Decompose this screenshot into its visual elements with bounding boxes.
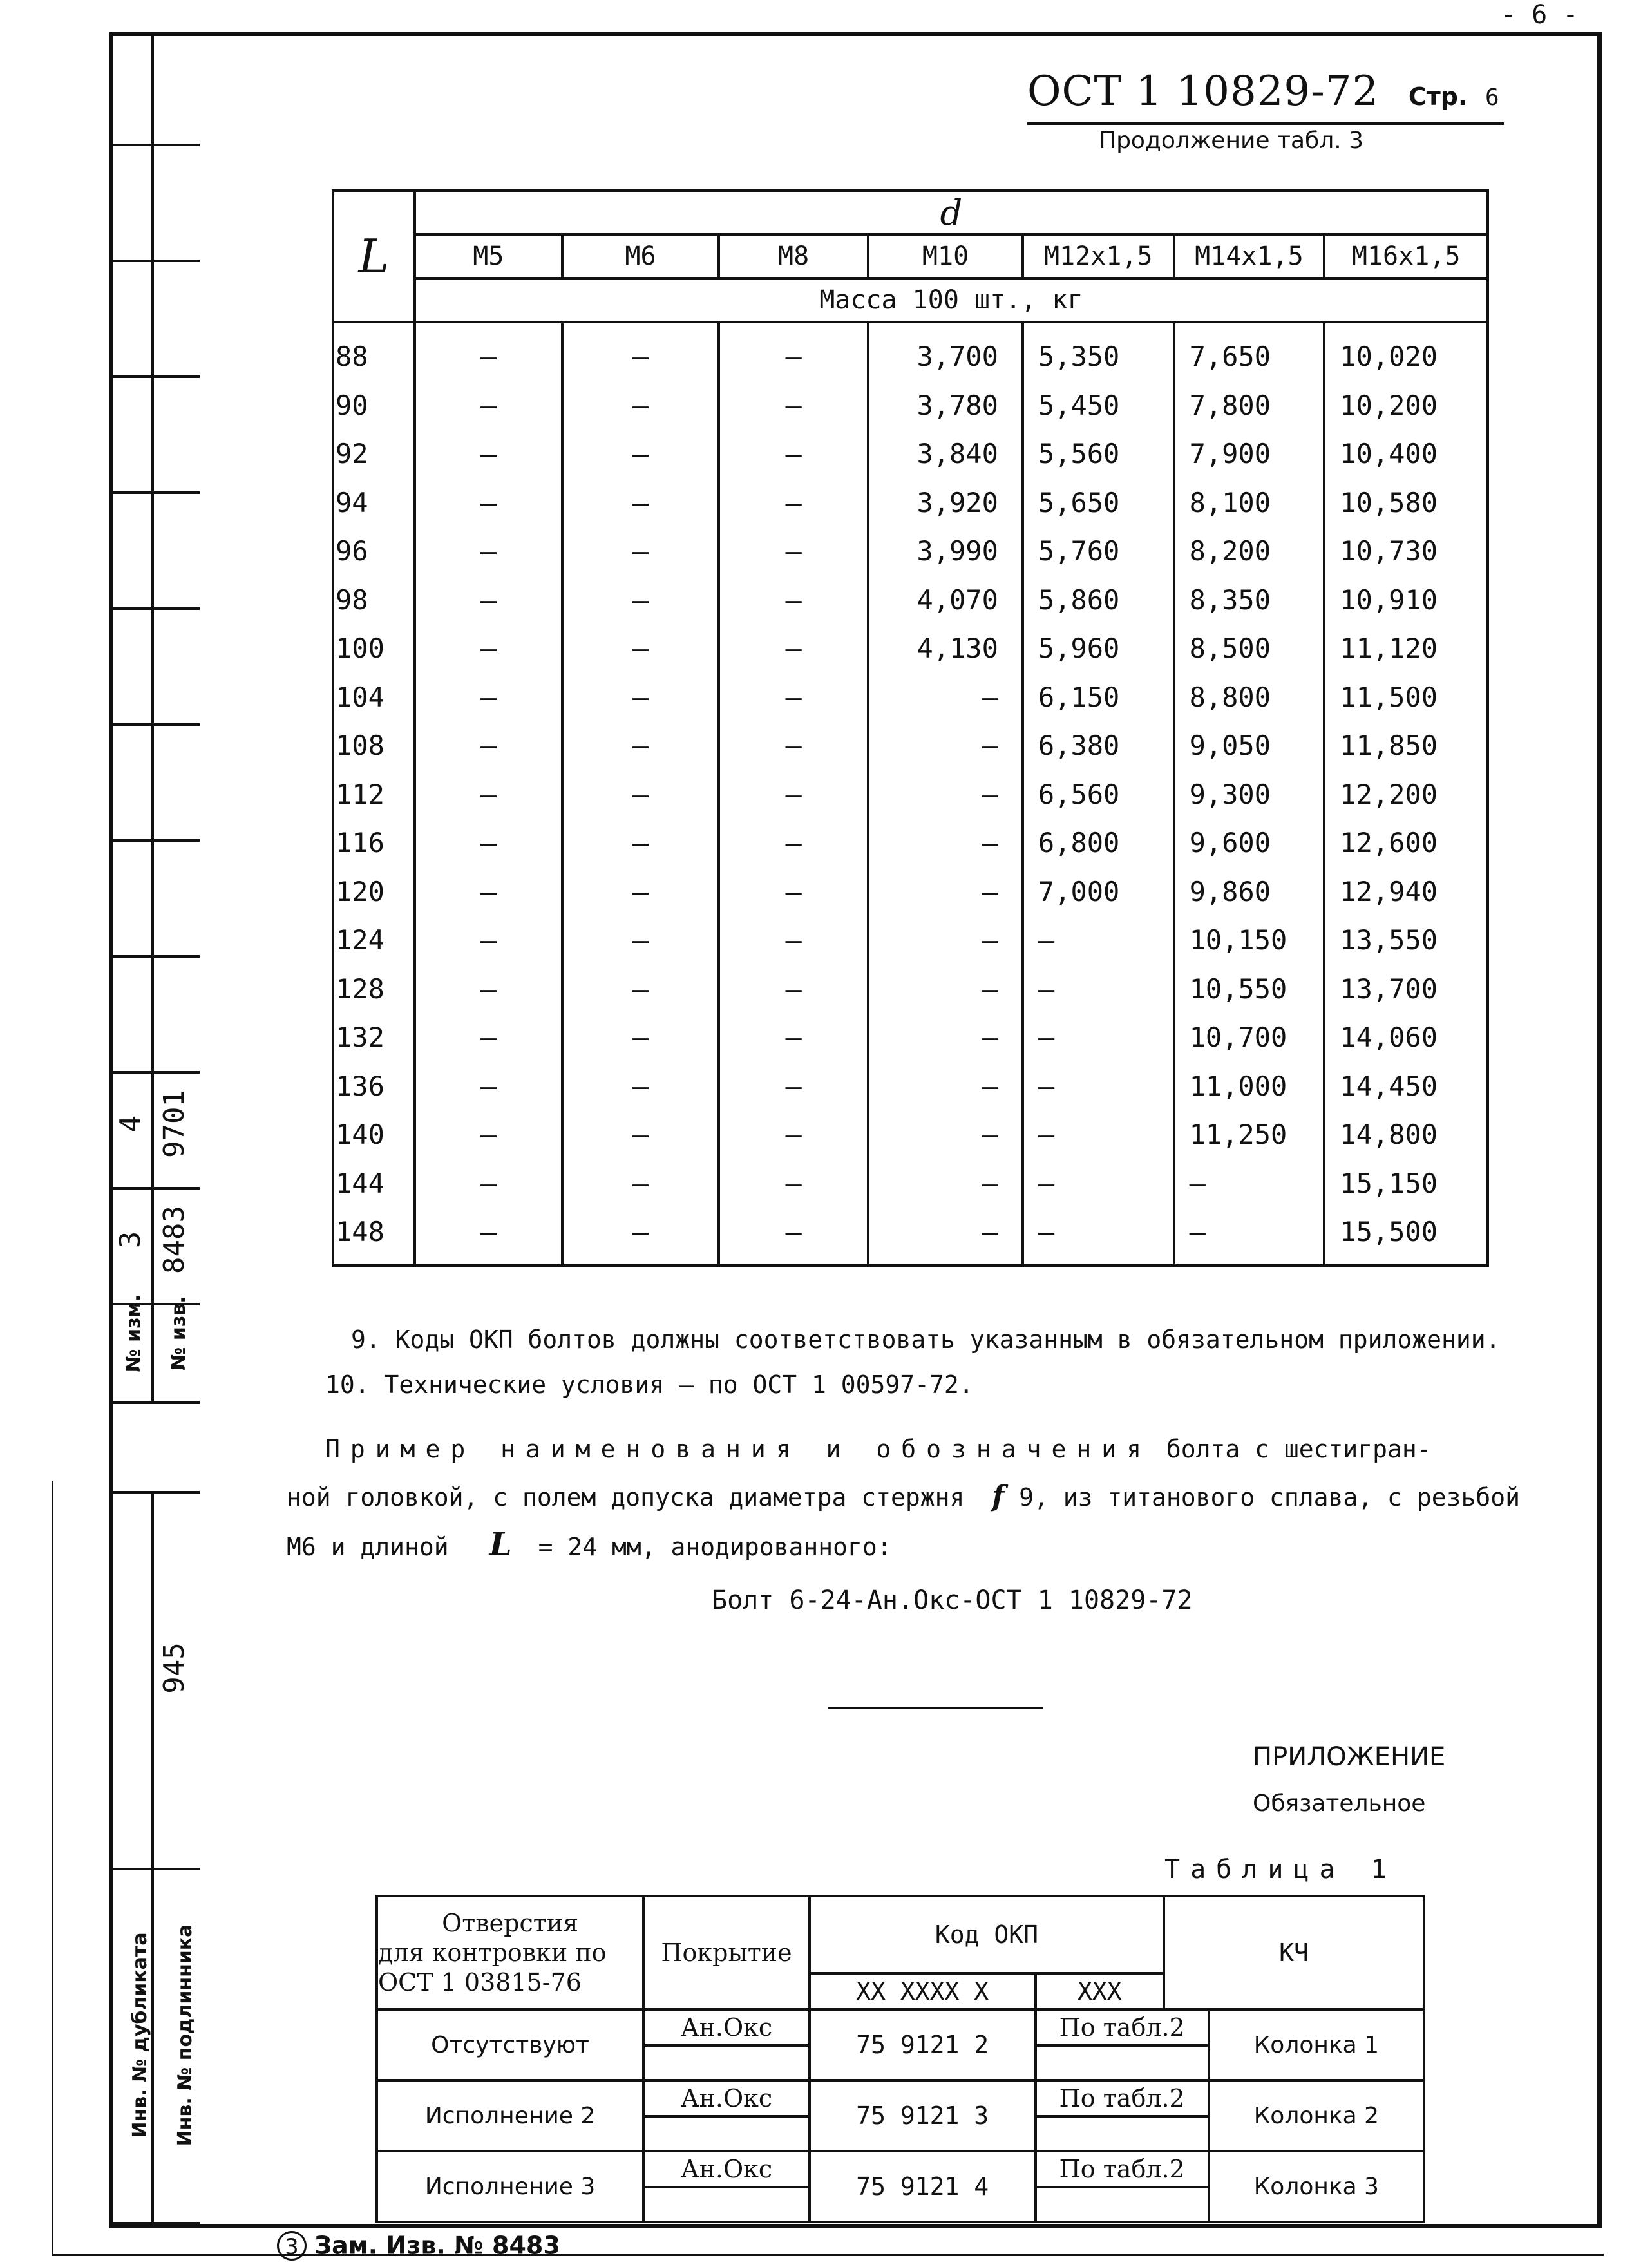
table-cell: 11,500 [1340, 681, 1438, 713]
size-header: M5 [415, 234, 562, 278]
table-cell: 11,850 [1340, 730, 1438, 761]
table-cell: – [632, 924, 649, 956]
original-inv-value: 945 [158, 1642, 191, 1694]
table-cell: – [982, 778, 998, 810]
table-cell: – [785, 583, 802, 616]
table-cell: 15,150 [1340, 1167, 1438, 1199]
table-1-label: Таблица 1 [1164, 1855, 1397, 1884]
okp-header: Код ОКП [810, 1896, 1164, 1973]
table-cell: – [632, 972, 649, 1005]
table-cell: 13,550 [1340, 924, 1438, 956]
table-cell: – [480, 341, 497, 372]
table-cell: – [480, 681, 497, 713]
table-cell: – [785, 972, 802, 1005]
table-cell: 3,700 [916, 341, 998, 372]
table-cell: 11,000 [1189, 1070, 1287, 1102]
table-cell: 7,900 [1189, 438, 1271, 470]
table-cell: 10,200 [1340, 389, 1438, 421]
coating-value: Ан.Окс [645, 2152, 808, 2188]
table-cell: – [982, 681, 998, 713]
table-cell: 7,800 [1189, 389, 1271, 421]
col-M5-values [416, 332, 561, 1257]
page-value: 6 [1485, 84, 1499, 111]
table-cell: 6,150 [1038, 681, 1120, 713]
holes-header-line: Отверстия [442, 1909, 579, 1937]
holes-header [377, 1896, 643, 2009]
table-cell: – [785, 632, 802, 664]
example-text: 9, из титанового сплава, с резьбой [1019, 1483, 1520, 1512]
table-cell: 6,560 [1038, 778, 1120, 810]
table-cell: – [785, 1070, 802, 1102]
size-header: M8 [719, 234, 868, 278]
table-cell: 10,400 [1340, 438, 1438, 470]
table-cell: – [480, 535, 497, 567]
table-cell: 9,860 [1189, 875, 1271, 907]
rev-4: 4 [114, 1115, 147, 1133]
table-cell: 8,100 [1189, 486, 1271, 518]
table-cell: – [480, 438, 497, 470]
table-cell: 128 [336, 972, 385, 1005]
table-cell: 148 [336, 1216, 385, 1247]
holes-cell: Исполнение 2 [377, 2080, 643, 2151]
table-cell: – [1038, 1167, 1055, 1199]
size-header: M16x1,5 [1324, 234, 1488, 278]
table-cell: – [632, 341, 649, 372]
col-M16-values [1325, 332, 1486, 1257]
table-cell: – [982, 1216, 998, 1247]
ref-cell [1036, 2080, 1209, 2151]
tolerance-symbol: f [992, 1480, 1005, 1513]
coating-value: Ан.Окс [645, 2011, 808, 2047]
table-cell: 13,700 [1340, 972, 1438, 1005]
table-cell: – [982, 924, 998, 956]
coating-cell [643, 2080, 810, 2151]
table-cell: – [632, 1119, 649, 1150]
rev-3: 3 [114, 1231, 147, 1249]
table-cell: – [632, 389, 649, 421]
table-cell: – [632, 681, 649, 713]
table-cell: – [785, 1021, 802, 1053]
col-M12-values [1024, 332, 1173, 1257]
kch-cell: Колонка 2 [1209, 2080, 1424, 2151]
table-cell: 12,940 [1340, 875, 1438, 907]
coating-cell [643, 2009, 810, 2080]
col-d-header: d [415, 191, 1488, 234]
table-cell: – [1038, 1216, 1055, 1247]
table-cell: 88 [336, 341, 368, 372]
table-cell: 14,800 [1340, 1119, 1438, 1150]
table-cell: – [480, 1167, 497, 1199]
example-line-2 [287, 1480, 1520, 1513]
ref-value: По табл.2 [1037, 2082, 1208, 2118]
table-cell: – [785, 1167, 802, 1199]
revision-circle-icon: 3 [277, 2231, 307, 2261]
table-cell: 7,000 [1038, 875, 1120, 907]
table-cell: 98 [336, 583, 368, 616]
code-cell: 75 9121 3 [810, 2080, 1036, 2151]
table-cell: 10,020 [1340, 341, 1438, 372]
duplicate-inv-label: Инв. № дубликата [129, 1932, 151, 2138]
mass-table [332, 189, 1489, 1267]
table-cell: 5,860 [1038, 583, 1120, 616]
table-cell: – [982, 1021, 998, 1053]
table-cell: 10,550 [1189, 972, 1287, 1005]
table-cell: – [785, 1216, 802, 1247]
footer-text: Зам. Изв. № 8483 [314, 2231, 560, 2260]
holes-cell: Отсутствуют [377, 2009, 643, 2080]
table-cell: – [982, 875, 998, 907]
designation-example: Болт 6-24-Ан.Окс-ОСТ 1 10829-72 [712, 1586, 1193, 1615]
table-cell: – [632, 583, 649, 616]
table-cell: 3,840 [916, 438, 998, 470]
table-cell: 4,130 [916, 632, 998, 664]
table-cell: – [982, 1119, 998, 1150]
table-cell: 94 [336, 486, 368, 518]
table-cell: – [632, 827, 649, 858]
table-cell: 140 [336, 1119, 385, 1150]
table-cell: 100 [336, 632, 385, 664]
table-cell: 9,050 [1189, 730, 1271, 761]
table-cell: 9,600 [1189, 827, 1271, 858]
length-symbol: L [489, 1525, 512, 1563]
table-cell: 12,200 [1340, 778, 1438, 810]
table-cell: – [785, 730, 802, 761]
holes-header-line: ОСТ 1 03815-76 [378, 1968, 582, 1997]
table-cell: – [1038, 1119, 1055, 1150]
table-cell: 3,990 [916, 535, 998, 567]
table-cell: – [480, 827, 497, 858]
example-line-1 [325, 1435, 1432, 1463]
appendix-subtitle: Обязательное [1253, 1790, 1426, 1817]
table-cell: 116 [336, 827, 385, 858]
table-cell: 144 [336, 1167, 385, 1199]
kch-cell: Колонка 1 [1209, 2009, 1424, 2080]
table-cell: – [480, 972, 497, 1005]
table-cell: 5,960 [1038, 632, 1120, 664]
table-cell: 3,780 [916, 389, 998, 421]
example-rest: болта с шестигран- [1166, 1435, 1432, 1463]
table-cell: – [480, 924, 497, 956]
table-cell: – [785, 875, 802, 907]
table-cell: 10,700 [1189, 1021, 1287, 1053]
okp-format-1: ХХ ХХХХ Х [810, 1973, 1036, 2009]
table-cell: 3,920 [916, 486, 998, 518]
table-cell: – [785, 924, 802, 956]
table-cell: – [1038, 924, 1055, 956]
table-cell: 108 [336, 730, 385, 761]
table-cell: 5,560 [1038, 438, 1120, 470]
outer-border-left [52, 1481, 53, 2254]
table-cell: 5,350 [1038, 341, 1120, 372]
table-cell: – [982, 1167, 998, 1199]
table-cell: – [1189, 1167, 1206, 1199]
table-cell: 4,070 [916, 583, 998, 616]
table-cell: – [632, 1216, 649, 1247]
table-cell: 11,120 [1340, 632, 1438, 664]
table-cell: – [785, 341, 802, 372]
table-cell: – [632, 875, 649, 907]
notice-8483: 8483 [158, 1206, 191, 1274]
table-cell: – [1038, 972, 1055, 1005]
col-M10-values [869, 332, 1021, 1257]
table-cell: 15,500 [1340, 1216, 1438, 1247]
table-cell: 5,450 [1038, 389, 1120, 421]
table-row [377, 2151, 1424, 2222]
original-inv-label: Инв. № подлинника [174, 1924, 196, 2147]
table-cell: 7,650 [1189, 341, 1271, 372]
table-cell: 10,580 [1340, 486, 1438, 518]
ref-cell [1036, 2151, 1209, 2222]
table-cell: – [1189, 1216, 1206, 1247]
col-M6-values [564, 332, 717, 1257]
ref-value: По табл.2 [1037, 2152, 1208, 2188]
table-cell: – [480, 1070, 497, 1102]
table-cell: 136 [336, 1070, 385, 1102]
table-cell: – [480, 1119, 497, 1150]
okp-format-2: ХХХ [1036, 1973, 1164, 2009]
table-cell: 104 [336, 681, 385, 713]
code-cell: 75 9121 4 [810, 2151, 1036, 2222]
ref-cell [1036, 2009, 1209, 2080]
table-cell: – [480, 583, 497, 616]
table-cell: 12,600 [1340, 827, 1438, 858]
holes-header-line: для контровки по [378, 1939, 607, 1967]
notice-9701: 9701 [158, 1090, 191, 1158]
table-cell: 10,910 [1340, 583, 1438, 616]
table-cell: 14,450 [1340, 1070, 1438, 1102]
mass-label: Масса 100 шт., кг [415, 278, 1488, 322]
col-M8-values [720, 332, 867, 1257]
table-cell: – [480, 730, 497, 761]
table-cell: 6,380 [1038, 730, 1120, 761]
footer-revision [277, 2230, 560, 2261]
ref-value: По табл.2 [1037, 2011, 1208, 2047]
col-L-header: L [333, 191, 415, 322]
table-cell: – [785, 681, 802, 713]
table-cell: 9,300 [1189, 778, 1271, 810]
table-cell: – [480, 389, 497, 421]
table-cell: – [982, 827, 998, 858]
continuation-label: Продолжение табл. 3 [1099, 128, 1364, 154]
table-cell: – [785, 389, 802, 421]
kch-header: КЧ [1164, 1896, 1424, 2009]
table-cell: 11,250 [1189, 1119, 1287, 1150]
coating-value: Ан.Окс [645, 2082, 808, 2118]
table-cell: – [480, 632, 497, 664]
table-cell: – [785, 827, 802, 858]
okp-table [375, 1895, 1425, 2223]
table-cell: – [632, 1070, 649, 1102]
appendix-title: ПРИЛОЖЕНИЕ [1253, 1742, 1446, 1772]
table-cell: – [632, 778, 649, 810]
table-cell: – [480, 875, 497, 907]
table-cell: – [982, 972, 998, 1005]
size-header: M10 [868, 234, 1023, 278]
document-code: ОСТ 1 10829-72 [1027, 68, 1380, 115]
table-cell: 132 [336, 1021, 385, 1053]
note-9: 9. Коды ОКП болтов должны соответствовать указанным в обязательном приложении. [351, 1325, 1501, 1354]
example-text: = 24 мм, анодированного: [538, 1533, 892, 1561]
table-cell: – [785, 438, 802, 470]
table-cell: 14,060 [1340, 1021, 1438, 1053]
table-cell: – [632, 535, 649, 567]
table-cell: – [632, 1021, 649, 1053]
header-underline [1027, 122, 1504, 125]
table-cell: – [632, 438, 649, 470]
table-cell: – [785, 1119, 802, 1150]
table-cell: – [632, 486, 649, 518]
table-cell: – [480, 778, 497, 810]
table-cell: – [1038, 1070, 1055, 1102]
example-lead: Пример наименования и обозначения [325, 1435, 1152, 1463]
table-cell: 124 [336, 924, 385, 956]
table-cell: 8,350 [1189, 583, 1271, 616]
table-cell: 112 [336, 778, 385, 810]
coating-header: Покрытие [643, 1896, 810, 2009]
table-cell: – [480, 1216, 497, 1247]
table-cell: 10,150 [1189, 924, 1287, 956]
size-header: M14x1,5 [1174, 234, 1325, 278]
table-cell: 5,760 [1038, 535, 1120, 567]
rev-no-label: № изм. [122, 1294, 145, 1372]
table-row [377, 2009, 1424, 2080]
note-10: 10. Технические условия – по ОСТ 1 00597-72. [325, 1371, 974, 1399]
holes-cell: Исполнение 3 [377, 2151, 643, 2222]
size-header: M6 [562, 234, 719, 278]
table-row [377, 2080, 1424, 2151]
table-cell: – [632, 632, 649, 664]
table-cell: – [785, 486, 802, 518]
page-number: - 6 - [1501, 0, 1579, 30]
table-cell: – [982, 1070, 998, 1102]
table-cell: 10,730 [1340, 535, 1438, 567]
table-cell: 120 [336, 875, 385, 907]
table-cell: 5,650 [1038, 486, 1120, 518]
col-M14-values [1175, 332, 1324, 1257]
table-cell: – [785, 535, 802, 567]
table-cell: 8,500 [1189, 632, 1271, 664]
table-cell: 90 [336, 389, 368, 421]
separator-line [828, 1707, 1043, 1709]
table-cell: – [632, 730, 649, 761]
table-cell: – [1038, 1021, 1055, 1053]
table-cell: – [480, 486, 497, 518]
table-cell: 8,200 [1189, 535, 1271, 567]
kch-cell: Колонка 3 [1209, 2151, 1424, 2222]
example-text: М6 и длиной [287, 1533, 449, 1561]
table-cell: – [480, 1021, 497, 1053]
notice-no-label: № изв. [167, 1296, 190, 1371]
col-L-values [334, 332, 413, 1257]
coating-cell [643, 2151, 810, 2222]
table-cell: 8,800 [1189, 681, 1271, 713]
code-cell: 75 9121 2 [810, 2009, 1036, 2080]
example-text: ной головкой, с полем допуска диаметра стержня [287, 1483, 965, 1512]
table-cell: – [982, 730, 998, 761]
table-cell: 96 [336, 535, 368, 567]
page-label: Стр. [1408, 82, 1468, 111]
table-cell: – [785, 778, 802, 810]
size-header: M12x1,5 [1023, 234, 1174, 278]
example-line-3 [287, 1525, 892, 1563]
table-cell: 6,800 [1038, 827, 1120, 858]
table-cell: – [632, 1167, 649, 1199]
table-cell: 92 [336, 438, 368, 470]
